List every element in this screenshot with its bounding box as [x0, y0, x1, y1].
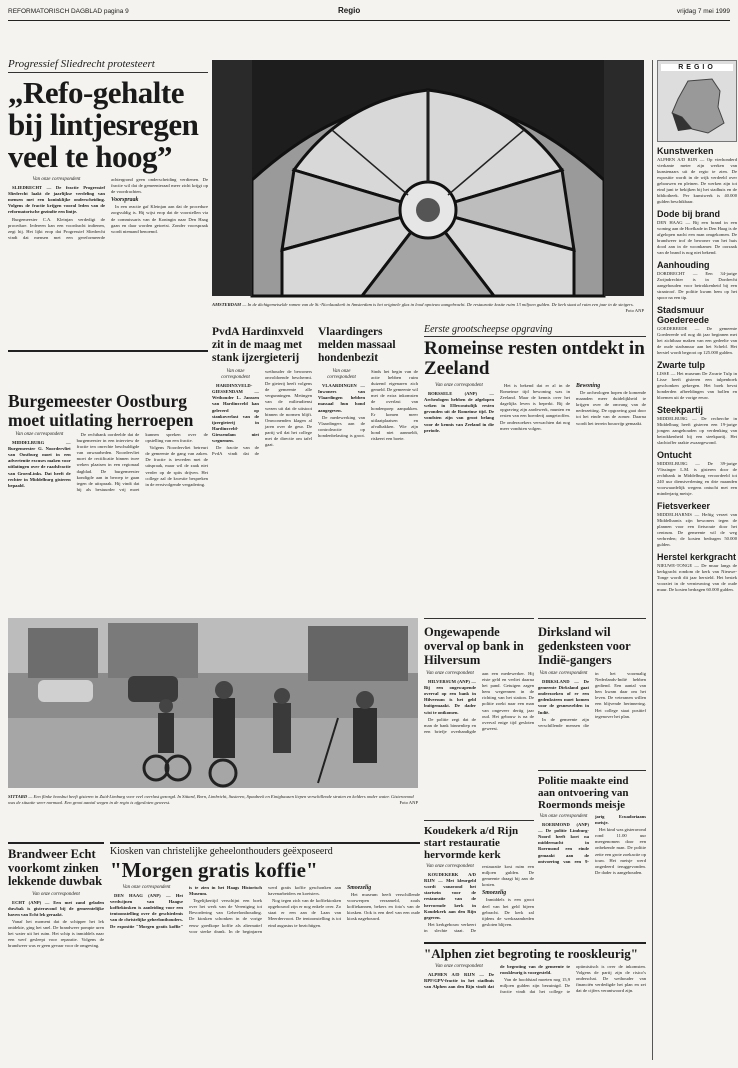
article-lead: KOUDEKERK A/D RIJN — Met kleurgeld wordt vanavond het startsein voor de restauratie van de hervormde kerk in Koudekerk aan den Rijn gegeven. [424, 872, 476, 920]
article-lead: HILVERSUM (ANP) — Bij een ongewapende overval op een bank in Hilversum is het geld buitgemaakt. De dader wist te ontkomen. [424, 679, 476, 715]
sidebar-item-title: Fietsverkeer [657, 501, 711, 511]
article-subhead: Voorspraak [111, 197, 139, 204]
sidebar-item-text: MIDDELHARNIS — Heftig verzet van Middelharnis zijn bewoners tegen de plannen voor een fietsroute door het centrum. De gemeente wil de weg verbreden; de kosten bedragen 50.000 gulden. [657, 512, 737, 547]
sidebar-item-title: Stadsmuur Goedereede [657, 305, 710, 325]
sidebar-item-title: Zwarte tulp [657, 360, 706, 370]
sidebar-item-text: DORDRECHT — Een 34-jarige Zwijndrechter is in Dordrecht aangehouden voor betrokkenheid bij een straatroof. De politie kwam hem op het spoor na een tip. [657, 271, 737, 300]
article-lead: DIRKSLAND — De gemeente Dirksland gaat onderzoeken of er een gedenksteen moet komen voor de gesneuvelden in Indië. [538, 679, 589, 715]
article-lead: ALPHEN A/D RIJN — De RPF/GPV-fractie in het stadhuis van Alphen aan den Rijn vindt dat de begroting van de gemeente te rooskleurig is voorgesteld. [424, 964, 570, 990]
correspondent: Van onze correspondent [327, 369, 356, 381]
photo-place: SITTARD [8, 794, 28, 799]
sidebar-item-title: Aanhouding [657, 260, 710, 270]
article-romeinse [424, 324, 646, 616]
article-subhead: Smoezelig [482, 890, 507, 897]
article-headline: Brandweer Echt voorkomt zinken lekkende duwbak [8, 847, 103, 888]
sidebar-item-title: Kunstwerken [657, 146, 714, 156]
sidebar-item-text: GOEDEREEDE — De gemeente Goedereede wil nog dit jaar beginnen met het zichtbaar maken van een gedeelte van de oude stadsmuur aan het Scheld. Het herstel wordt begroot op 125.000 gulden. [657, 326, 737, 355]
correspondent: Van onze correspondent [539, 671, 588, 676]
article-lead: ROERMOND (ANP) — De politie Limburg-Noord heeft kort na middernacht in Roermond een einde gemaakt aan de ontvoering van een 9-jarig Ecuadoriaans meisje. [538, 814, 646, 864]
article-pvda [212, 326, 312, 616]
sidebar-item-text: LISSE — Het museum De Zwarte Tulp in Lisse heeft gisteren een tulpenboek geschonken gekregen. Het boek bevat honderden afbeeldingen van bollen en bloemen uit de vorige eeuw. [657, 371, 737, 400]
correspondent: Van onze correspondent [426, 671, 474, 676]
article-roermond [538, 770, 646, 941]
article-headline: Romeinse resten ontdekt in Zeeland [424, 338, 645, 379]
article-kicker: Kiosken van christelijke geheelonthouders geëxposeerd [110, 846, 333, 857]
flood-photo [8, 618, 418, 788]
article-lead: ECHT (ANP) — Een met zand geladen duwbak is gisteravond bij de gemeentelijke haven van Echt lek geraakt. [8, 899, 104, 917]
map-netherlands-icon [668, 77, 728, 135]
article-body: Het kerkgebouw verkeert in slechte staat. De restauratie kost ruim een miljoen gulden. De gemeente draagt bij aan de kosten. [424, 864, 534, 933]
article-lead: BORSSELE (ANP) — Archeologen hebben de afgelopen weken in Ellewoutsdijk resten gevonden uit de Romeinse tijd. De vondsten zijn van groot belang voor de kennis van Zeeland in die periode. [424, 391, 494, 433]
article-lead: VLAARDINGEN — Inwoners van Vlaardingen hebben massaal hun hond aangegeven. [318, 383, 365, 413]
article-kicker: Eerste grootscheepse opgraving [424, 324, 646, 337]
correspondent: Van onze correspondent [32, 891, 80, 897]
article-headline: „Refo-gehalte bij lintjesregen veel te hoog” [8, 75, 199, 174]
article-body: Het is bekend dat er al in de Romeinse tijd bewoning was in Zeeland. Maar de kennis over het dagelijks leven is beperkt. Bij de opgraving zijn aardewerk, munten en resten van een boerderij aangetroffen. De onderzoekers verwachten dat nog meer vondsten volgen. [500, 383, 570, 431]
article-subhead: Smoezelig [347, 885, 372, 891]
article-refo [8, 58, 208, 302]
article-headline: "Alphen ziet begroting te rooskleurig" [424, 946, 638, 961]
regio-banner-title: REGIO [661, 64, 733, 71]
article-hilversum [424, 618, 534, 819]
article-brandweer [8, 842, 104, 1064]
article-lead: DEN HAAG (ANP) — Het verdwijnen van Haagse koffiekiosken is aanleiding voor een tentoonstelling over de geschiedenis van de christelijke geheelonthouders. De expositie "Morgen gratis koffie" is te zien in het Haags Historisch Museum. [110, 885, 262, 929]
article-body-2: In een reactie gaf Kleinjan aan dat de procedure zorgvuldig is. Hij wijst erop dat de voorstellen via de commissaris van de Koningin naar Den Haag gaan en daar worden getoetst. Zonder voorspraak wordt niemand benoemd. [111, 204, 208, 234]
article-headline: PvdA Hardinxveld zit in de maag met stank ijzergieterij [212, 326, 304, 364]
sidebar-items [657, 146, 737, 593]
article-koudekerk [424, 820, 534, 941]
article-body: In de gemeente zijn verschillende mensen die in het voormalig Nederlands-Indië hebben gediend. Een aantal van hen kwam daar om het leven. De veteranen willen een blijvende herinnering. Het college staat positief tegenover het plan. [538, 671, 646, 728]
article-headline: Burgemeester Oostburg moet uitlating herroepen [8, 391, 194, 430]
sidebar-item-title: Ontucht [657, 450, 692, 460]
article-rooskleurig [424, 942, 646, 1064]
article-body: De politie zegt dat de man de bank binnenliep en een briefje overhandigde aan een medewerker. Hij eiste geld en verliet daarna het pand. Getuigen zagen hem wegrennen in de richting van het station. De politie zoekt naar een man van ongeveer dertig jaar oud. Het gebouw is na de overval enige tijd gesloten geweest. [424, 671, 534, 734]
article-headline: Ongewapende overval op bank in Hilversum [424, 625, 524, 667]
article-kicker: Progressief Sliedrecht protesteert [8, 58, 208, 73]
sidebar-item-title: Dode bij brand [657, 209, 720, 219]
photo-flood: SITTARD — Een flinke hoosbui heeft gisteren in Zuid-Limburg voor veel overlast gezorgd. In Sittard, Born, Limbricht, Susteren, Spaubeek en Einighausen liepen verschillende straten en kelders onder water. Gisteravond was de situatie weer normaal. Een groot aantal wegen in de regio is afgesloten geweest. Foto ANP [8, 618, 418, 818]
article-body-2: Inmiddels is een groot deel van het geld bijeen gebracht. De kerk zal tijdens de werkzaamheden gesloten blijven. [482, 897, 534, 927]
article-lead: SLIEDRECHT — De fractie Progressief Sliedrecht laakt de jaarlijkse verdeling van mensen met een koninklijke onderscheiding. Volgens de fractie krijgen vooral leden van de reformatorische gezindte een lintje. [8, 185, 105, 215]
photo-credit: Foto ANP [399, 799, 418, 805]
correspondent: Van onze correspondent [539, 814, 588, 819]
article-headline: Dirksland wil gedenksteen voor Indië-gangers [538, 625, 631, 667]
header-section: Regio [338, 6, 361, 15]
article-oostburg-text [8, 432, 208, 608]
correspondent: Van onze correspondent [122, 885, 171, 890]
photo-credit: Foto ANP [625, 307, 644, 313]
sidebar-item-text: NIEUWE-TONGE — De muur langs de kerkgracht rondom de kerk van Nieuwe-Tonge wordt dit jaar hersteld. Het bestek voorziet in de vernieuwing van de oude muur. De kosten bedragen 60.000 gulden. [657, 563, 737, 592]
stained-glass-photo [212, 60, 644, 296]
page-header [8, 4, 730, 21]
correspondent: Van onze correspondent [426, 864, 474, 869]
article-body-2: De archeologen hopen de komende maanden meer duidelijkheid te krijgen over de omvang van de nederzetting. De opgraving gaat door tot het einde van de zomer. Daarna wordt het terrein bouwrijp gemaakt. [576, 390, 646, 426]
article-body: De medewerking van Vlaardingers aan de controleactie op hondenbelasting is groot. Sinds het begin van de actie hebben ruim duizend eigenaren zich gemeld. De gemeente wil met de extra inkomsten de overlast van hondenpoep aanpakken. Er komen meer uitlaatplaatsen en afvalbakken. Wie zijn hond niet aanmeldt, riskeert een boete. [318, 369, 418, 442]
correspondent: Van onze correspondent [32, 177, 81, 182]
article-lead: HARDINXVELD-GIESSENDAM — Wethouder L. Janssen van Hardinxveld kan geleverd op stankoverlast van de ijzergieterij in Hardinxveld-Giessendam niet wegnemen. [212, 383, 259, 444]
correspondent: Van onze correspondent [221, 369, 250, 381]
photo-place: AMSTERDAM [212, 302, 242, 307]
header-date: vrijdag 7 mei 1999 [676, 8, 730, 15]
article-body: Het kind was gisteravond rond 11.00 uur meegenomen door een onbekende man. De politie zette een grote zoekactie op touw. Het meisje werd ongedeerd teruggevonden. De dader is aangehouden. [595, 827, 647, 875]
header-left: REFORMATORISCH DAGBLAD pagina 9 [8, 8, 129, 15]
correspondent: Van onze correspondent [15, 432, 64, 437]
article-subhead: Bewoning [576, 383, 601, 389]
article-body: Tegelijkertijd verschijnt een boek over het werk van de Vereniging tot Bevordering van Geheelonthouding. De kiosken schonken in de vorige eeuw goedkope koffie als alternatief voor sterke drank. In de beginjaren werd gratis koffie geschonken aan havenarbeiders en koetsiers. [189, 885, 341, 934]
sidebar-item-title: Herstel kerkgracht [657, 552, 737, 562]
article-body: Burgemeester C.A. Kleinjan verdedigt de procedure. Iedereen kan een voordracht indienen, zegt hij. Het lijkt erop dat Progressief Sliedrecht vindt dat mensen met een gereformeerde achtergrond geen onderscheiding verdienen. De fractie wil dat de gemeenteraad meer zicht krijgt op de voordrachten. [8, 177, 208, 240]
correspondent: Van onze correspondent [435, 383, 483, 388]
article-headline: Koudekerk a/d Rijn start restauratie hervormde kerk [424, 825, 519, 861]
article-koffie [110, 842, 420, 1064]
sidebar-item-text: ALPHEN A/D RIJN — Op vierhonderd vierkante meter zijn werken van kunstenaars uit de regio te zien. De expositie wordt in de wijk verdeeld over gebouwen en pleinen. De werken zijn tot eind juni te bekijken bij het stadhuis en de bibliotheek. Per kunstwerk is 40.000 gulden beschikbaar. [657, 157, 737, 204]
correspondent: Van onze correspondent [435, 964, 483, 969]
sidebar-item-text: MIDDELBURG — De 39-jarige Vlissinger L.M. is gisteren door de rechtbank in Middelburg veroordeeld tot 240 uur dienstverlening en drie maanden voorwaardelijk wegens ontucht met een minderjarig meisje. [657, 461, 737, 496]
article-body: De fractie van de PvdA vindt dat de wethouder de bewoners onvoldoende beschermt. De gieterij heeft volgens de gemeente alle vergunningen. Metingen van de milieudienst wezen uit dat de uitstoot binnen de normen blijft. Omwonenden klagen al jaren over de geur. De partij wil dat het college met de directie om tafel gaat. [212, 369, 312, 457]
article-body: Vanaf het moment dat de schipper het lek ontdekte, ging het snel. De brandweer pompte uren het water uit het ruim. Het schip is inmiddels naar een werf gesleept voor reparatie. Volgens de brandweer was er geen gevaar voor de omgeving. [8, 918, 104, 949]
article-dirksland [538, 618, 646, 769]
photo-caption: Een flinke hoosbui heeft gisteren in Zuid-Limburg voor veel overlast gezorgd. In Sittard, Born, Limbricht, Susteren, Spaubeek en Einighausen liepen verschillende straten en kelders onder water. Gisteravond was de situatie weer normaal. Een groot aantal wegen in de regio is afgesloten geweest. [8, 794, 414, 805]
sidebar-item-title: Steekpartij [657, 405, 704, 415]
sidebar-regio [652, 60, 737, 1060]
article-headline: Vlaardingers melden massaal hondenbezit [318, 326, 396, 364]
article-headline: Politie maakte eind aan ontvoering van Roermonds meisje [538, 775, 629, 811]
article-lead: MIDDELBURG — Burgemeester G. Noordervliet van Oostburg moet in een advertentie excuses maken voor uitlatingen over de raadsfractie van GroenLinks. Dat heeft de rechter in Middelburg gisteren bepaald. [8, 440, 71, 488]
article-body-3: Het museum heeft verschillende voorwerpen verzameld, zoals koffiekannen, bekers en foto's van de kiosken. Ook is een deel van een oude kiosk nagebouwd. [347, 892, 420, 922]
photo-caption: In de dichtgemetselde ramen van de St.-Nicolaaskerk in Amsterdam is het originele glas in lood opnieuw aangebracht. De restauratie kostte ruim 13 miljoen gulden. De kerk staat al ruim een jaar in de steigers. [247, 302, 634, 307]
article-body: Van de hoofdstad moeten nog 15,9 miljoen gulden zijn bezuinigd. De fractie vindt dat het college te optimistisch is over de inkomsten. Volgens de partij zijn de risico's onderschat. De wethouder van financiën verdedigde het plan en zei dat de cijfers verantwoord zijn. [500, 964, 646, 995]
sidebar-item-text: MIDDELBURG — De recherche in Middelburg heeft gisteren een 19-jarige jongen aangehouden op verdenking van betrokkenheid bij een steekpartij. Het slachtoffer raakte zwaargewond. [657, 416, 737, 445]
regio-banner [657, 60, 737, 142]
article-body: De rechtbank oordeelde dat de burgemeester in een interview de fractie ten onrechte beschuldigde van onwaarheden. Noordervliet moet de rectificatie binnen twee weken plaatsen in een regionaal dagblad. De burgemeester kondigde aan in beroep te gaan tegen de uitspraak. Hij vindt dat hij als bestuurder vrij moet kunnen spreken over de opstelling van een fractie. [76, 432, 208, 492]
article-headline: "Morgen gratis koffie" [110, 858, 318, 882]
article-body-2: Nog tegen zich van de koffiekiosken opgebouwd zijn er nog enkele over. Zo staat er een aan de Laan van Meerdervoort. De tentoonstelling is tot eind augustus te bezichtigen. [268, 898, 341, 928]
photo-church-window: AMSTERDAM — In de dichtgemetselde ramen van de St.-Nicolaaskerk in Amsterdam is het originele glas in lood opnieuw aangebracht. De restauratie kostte ruim 13 miljoen gulden. De kerk staat al ruim een jaar in de steigers. Foto ANP [212, 60, 644, 300]
article-vlaardingen [318, 326, 418, 616]
sidebar-item-text: DEN HAAG — Bij een brand in een woning aan de Hoefkade in Den Haag is de afgelopen nacht een man omgekomen. De brandweer trof de bewoner van het huis dood aan in de woonkamer. De oorzaak van de brand is nog niet bekend. [657, 220, 737, 255]
article-body-2: Volgens Noordervliet betreurt de gemeente de gang van zaken. De fractie is tevreden met de uitspraak, maar wil de zaak niet verder op de spits drijven. Het college zal de kwestie bespreken in de eerstvolgende vergadering. [145, 445, 208, 487]
